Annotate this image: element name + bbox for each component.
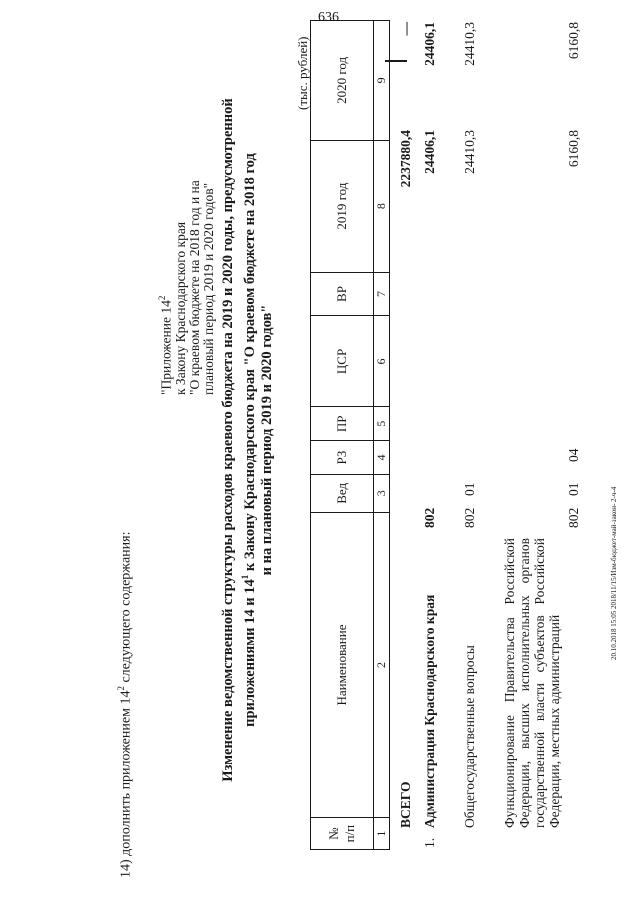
index-cell: 6 (374, 316, 390, 407)
table-index-row (374, 21, 390, 850)
index-cell: 4 (374, 441, 390, 475)
row-name: Администрация Краснодарского края (422, 594, 437, 828)
title-line1: Изменение ведомственной структуры расходов краевого бюджета на 2019 и 2020 годы, предусмотренной (220, 98, 236, 782)
appendix-heading (155, 180, 216, 395)
row-value-2020: 6160,8 (566, 22, 581, 60)
row-rz: 01 (462, 482, 477, 496)
index-cell: 2 (374, 512, 390, 818)
units-label: (тыс. рублей) (295, 36, 310, 110)
index-cell: 8 (374, 140, 390, 272)
row-rz: 01 (566, 482, 581, 496)
index-cell: 9 (374, 21, 390, 141)
rotated-document (10, 0, 630, 880)
appendix-line3: "О краевом бюджете на 2018 год и на (186, 180, 202, 395)
row-value-2019: 2237880,4 (398, 130, 413, 188)
table-header-row (311, 21, 374, 850)
col-header-vr: ВР (311, 272, 374, 316)
title-sup: 1 (240, 574, 250, 580)
footer-meta: 20.10.2018 15:05 2018/11/15/Изм-бюджет-май-закон- 2-ч-4 (610, 486, 618, 660)
row-ved: 802 (566, 507, 581, 528)
col-header-pr: ПР (311, 407, 374, 441)
appendix-line4: плановый период 2019 и 2020 годов" (200, 182, 216, 395)
title-line2b: к Закону Краснодарского края "О краевом бюджете на 2018 год (241, 153, 258, 575)
row-value-2019: 6160,8 (566, 130, 581, 168)
col-header-csr: ЦСР (311, 316, 374, 407)
row-value-2020: 24410,3 (462, 22, 477, 66)
row-num: 1. (422, 837, 437, 848)
col-header-num: № п/п (311, 818, 374, 850)
intro-sup: 2 (116, 686, 126, 691)
intro-text-after: следующего содержания: (118, 531, 134, 687)
title-line3: и на плановый период 2019 и 2020 годов" (258, 304, 275, 576)
col-header-ved: Вед (311, 474, 374, 512)
appendix-line2: к Закону Краснодарского края (172, 221, 188, 395)
title-line2a: приложениями 14 и 14 (241, 579, 258, 727)
index-cell: 1 (374, 818, 390, 850)
appendix-line1: "Приложение 14 (158, 300, 174, 395)
row-name: ВСЕГО (398, 781, 413, 828)
col-header-2020: 2020 год (311, 21, 374, 141)
row-value-2020: — (398, 22, 413, 36)
index-cell: 3 (374, 474, 390, 512)
page-number: 636 (318, 10, 339, 25)
row-ved: 802 (422, 507, 437, 528)
index-cell: 7 (374, 272, 390, 316)
intro-text-before: 14) дополнить приложением 14 (118, 690, 134, 878)
row-pr: 04 (566, 448, 581, 462)
col-header-2019: 2019 год (311, 140, 374, 272)
document-title (220, 90, 276, 790)
row-name: Функционирование Правительства Российской Федерации, высших исполнительных органов государственной власти субъектов Российской Федерации, местных администраций (502, 538, 562, 828)
row-value-2020: 24406,1 (422, 22, 437, 66)
col-header-rz: РЗ (311, 441, 374, 475)
row-ved: 802 (462, 507, 477, 528)
intro-text (116, 532, 135, 879)
row-value-2019: 24406,1 (422, 130, 437, 174)
row-name: Общегосударственные вопросы (462, 645, 477, 828)
row-value-2019: 24410,3 (462, 130, 477, 174)
index-cell: 5 (374, 407, 390, 441)
col-header-name: Наименование (311, 512, 374, 818)
appendix-sup: 2 (157, 295, 167, 301)
expenditure-table (310, 20, 390, 850)
